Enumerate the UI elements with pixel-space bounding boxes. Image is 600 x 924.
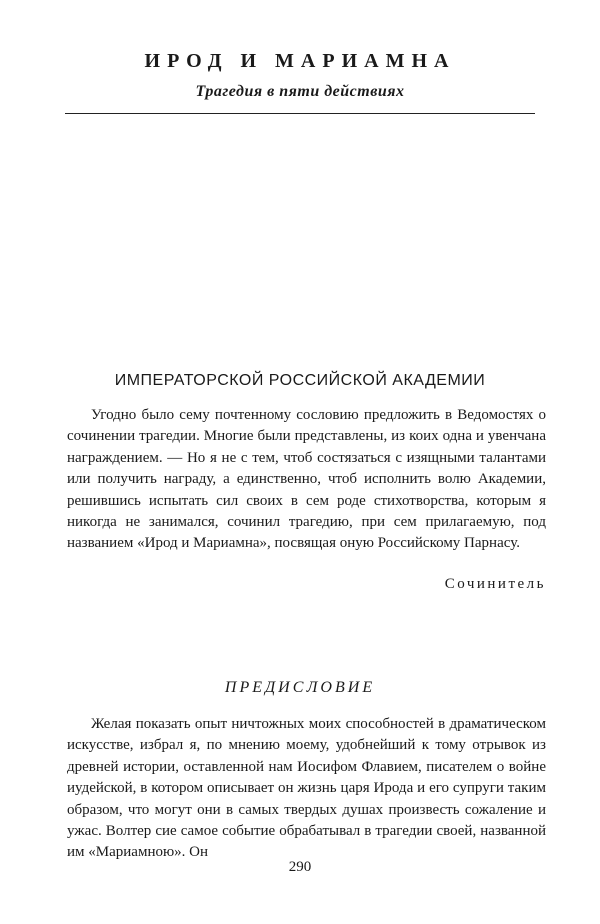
author-signature: Сочинитель	[444, 576, 546, 592]
header-rule	[65, 113, 535, 114]
page-number: 290	[288, 859, 312, 875]
preface-paragraph: Желая показать опыт ничтожных моих способностей в драматическом искусстве, избрал я, по мнению моему, удобнейший к тому отрывок из древней истории, оставленной нам Иосифом Флавием, писателем о войне иудейской, в котором описывает он жизнь царя Ирода и его супруги таким образом, что могут они в самых твердых душах произвесть сожаление и ужас. Волтер сие самое событие обрабатывал в трагедии своей, названной им «Мариамною». Он	[67, 716, 546, 861]
preface-heading: ПРЕДИСЛОВИЕ	[224, 679, 376, 696]
running-subtitle: Трагедия в пяти действиях	[195, 83, 405, 100]
running-title: ИРОД И МАРИАМНА	[144, 50, 456, 72]
dedication-heading: ИМПЕРАТОРСКОЙ РОССИЙСКОЙ АКАДЕМИИ	[114, 372, 486, 389]
dedication-paragraph: Угодно было сему почтенному сословию предложить в Ведомостях о сочинении трагедии. Многие были представлены, из коих одна и увенчана награждением. — Но я не с тем, чтоб состязаться с изящными талантами или получить награду, а единственно, чтоб исполнить волю Академии, решившись испытать сил своих в сем роде стихотворства, которым я никогда не занимался, сочинил трагедию, при сем прилагаемую, под названием «Ирод и Мариамна», посвящая оную Российскому Парнасу.	[67, 407, 546, 552]
